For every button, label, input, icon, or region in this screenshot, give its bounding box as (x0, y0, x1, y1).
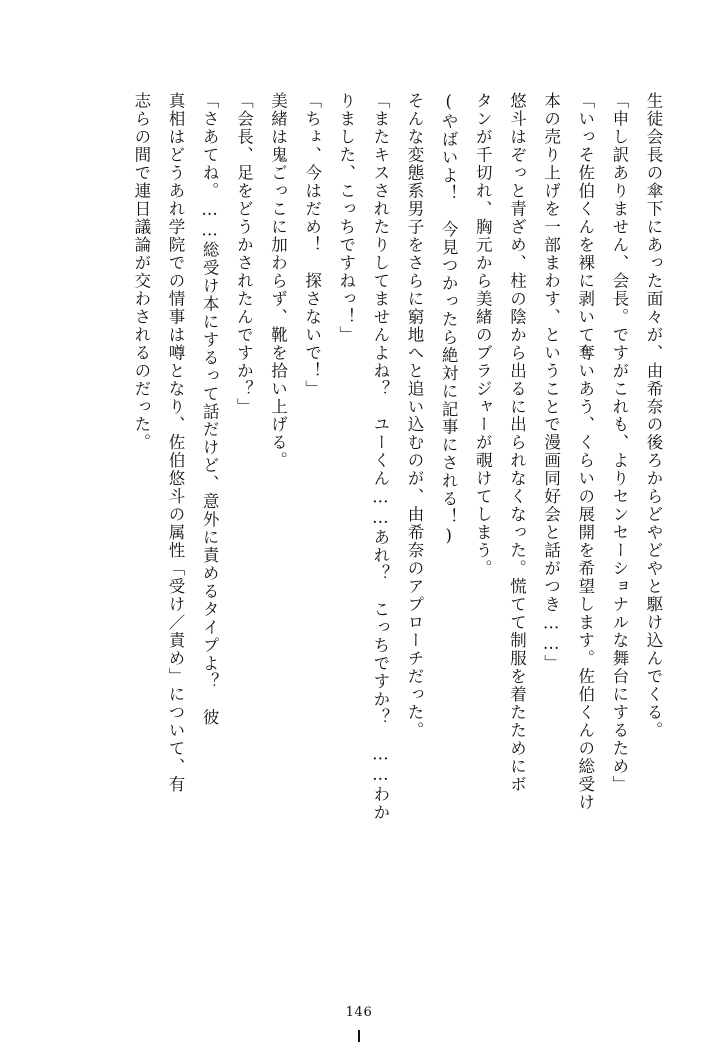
page-number: 146 (345, 1005, 373, 1020)
text-line: 「さあてね。……総受け本にするって話だけど、意外に責めるタイプよ？ 彼 (200, 92, 220, 727)
text-line: 「ちょ、今はだめ！ 探さないで！」 (302, 92, 322, 398)
text-line: 本の売り上げを一部まわす、ということで漫画同好会と話がつき……」 (541, 92, 561, 673)
text-line: 「会長、足をどうかされたんですか？」 (234, 92, 254, 416)
text-line: タンが千切れ、胸元から美緒のブラジャーが覗けてしまう。 (473, 92, 493, 578)
text-line: 「申し訳ありません、会長。ですがこれも、よりセンセーショナルな舞台にするため」 (609, 92, 629, 794)
text-line: 志らの間で連日議論が交わされるのだった。 (131, 92, 151, 452)
text-line: そんな変態系男子をさらに窮地へと追い込むのが、由希奈のアプローチだった。 (405, 92, 425, 740)
text-line: 美緒は鬼ごっこに加わらず、靴を拾い上げる。 (268, 92, 288, 470)
text-line: 「いっそ佐伯くんを裸に剥いて奪いあう、くらいの展開を希望します。佐伯くんの総受け (575, 92, 595, 812)
text-line: 真相はどうあれ学院での情事は噂となり、佐伯悠斗の属性「受け／責め」について、有 (166, 92, 186, 794)
text-line: 悠斗はぞっと青ざめ、柱の陰から出るに出られなくなった。慌てて制服を着たためにボ (507, 92, 527, 794)
text-line: (やばいよ！ 今見つかったら絶対に記事にされる！) (439, 92, 459, 547)
page-body-text (42, 92, 670, 972)
gutter-mark (358, 1030, 360, 1042)
text-line: りました、こっちですねっ！」 (336, 92, 356, 344)
text-line: 生徒会長の傘下にあった面々が、由希奈の後ろからどやどやと駆け込んでくる。 (644, 92, 663, 740)
text-line: 「またキスされたりしてませんよね？ ユーくん……あれ？ こっちですか？ ……わか (370, 92, 390, 822)
